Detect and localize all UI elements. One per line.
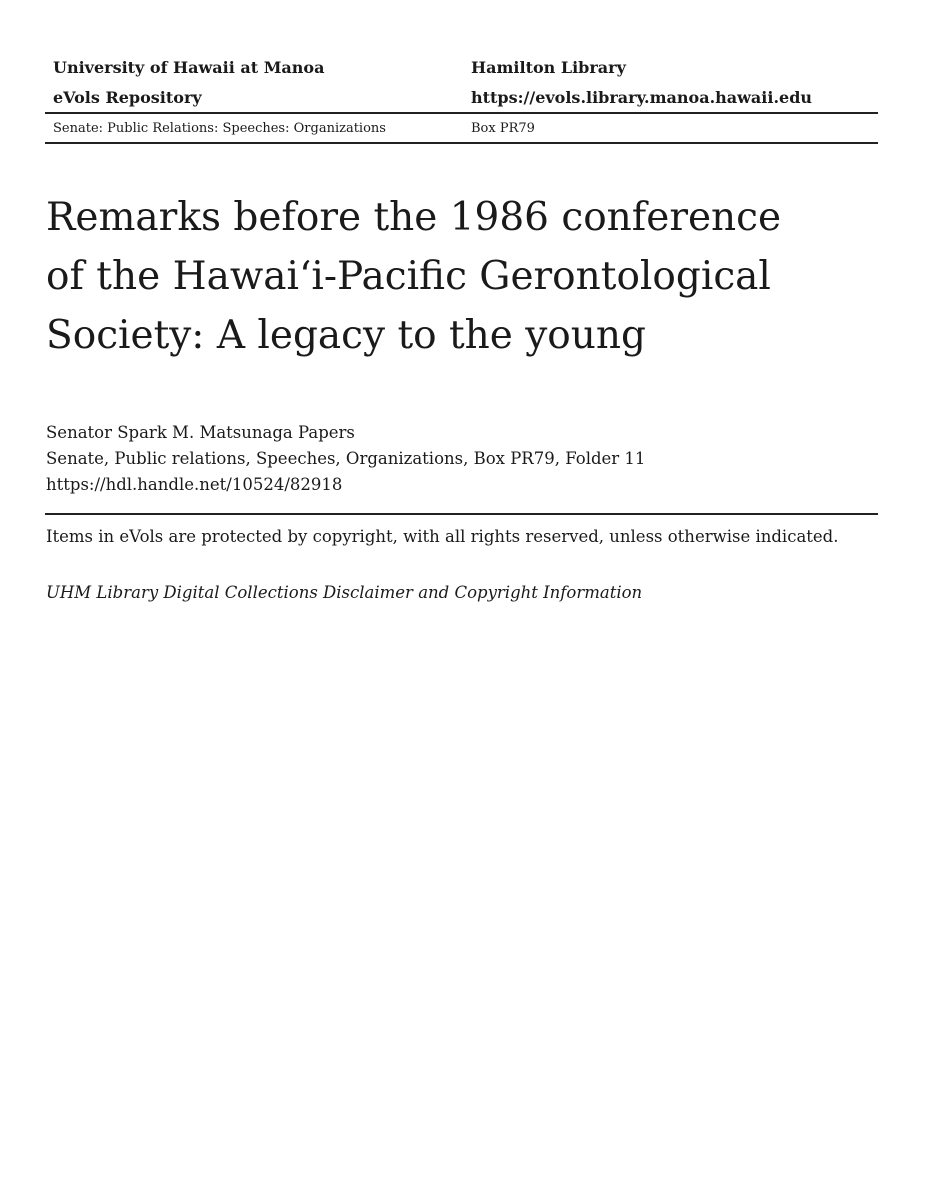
library-name: Hamilton Library	[471, 57, 626, 77]
document-metadata	[46, 420, 645, 498]
organization-name: University of Hawaii at Manoa	[53, 57, 325, 77]
document-header	[45, 52, 878, 144]
metadata-divider	[45, 513, 878, 515]
copyright-notice: Items in eVols are protected by copyright, with all rights reserved, unless otherwise indicated.	[46, 527, 839, 546]
title-line: Remarks before the 1986 conference	[46, 195, 782, 240]
title-line: Society: A legacy to the young	[46, 313, 646, 358]
handle-link[interactable]: https://hdl.handle.net/10524/82918	[46, 475, 343, 494]
header-divider-bottom	[45, 142, 878, 144]
folder-location: Senate, Public relations, Speeches, Organizations, Box PR79, Folder 11	[46, 449, 646, 468]
document-title	[46, 188, 826, 365]
repository-name: eVols Repository	[53, 87, 202, 107]
repository-url[interactable]: https://evols.library.manoa.hawaii.edu	[471, 87, 813, 107]
disclaimer-link[interactable]: UHM Library Digital Collections Disclaimer and Copyright Information	[46, 583, 643, 602]
collection-path: Senate: Public Relations: Speeches: Organizations	[53, 120, 386, 136]
box-label: Box PR79	[471, 120, 535, 136]
title-line: of the Hawai‘i-Pacific Gerontological	[46, 254, 771, 299]
collection-name: Senator Spark M. Matsunaga Papers	[46, 423, 355, 442]
